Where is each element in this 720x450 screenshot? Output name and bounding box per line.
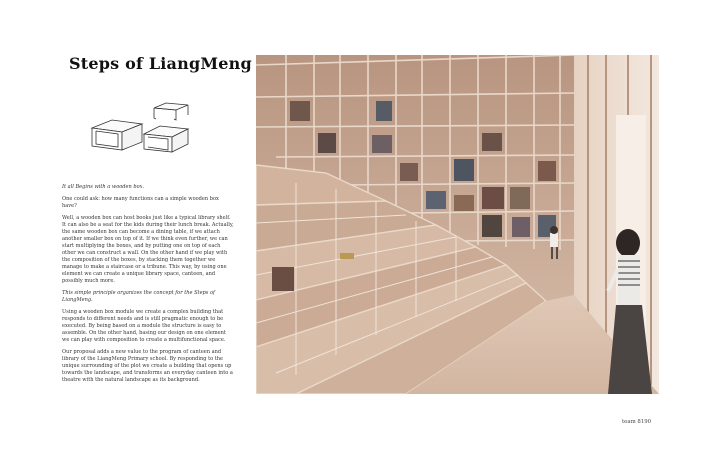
proposal-paragraph: Our proposal adds a new value to the program of canteen and library of the LiangMeng Primary school. By responding to the unique surrounding of the plot we create a building that opens up towards the landscape, and transforms an everyday canteen into a theatre with the natural landscape as its background. [62,349,233,383]
library-interior-render [256,55,659,394]
team-number: team 8190 [622,419,652,425]
module-paragraph: Using a wooden box module we create a complex building that responds to different needs and is still pragmatic enough to be executed. By being based on a module the structure is easy to assemble. On the other hand, basing our design on one element we can play with composition to create a multifunctional space. [62,309,226,343]
wooden-box-paragraph: Well, a wooden box can host books just like a typical library shelf. It can also be a seat for the kids during their lunch break. Actually, the same wooden box can become a dining table, if we attach another smaller box on top of it. If we think even further, we can start multiplying the boxes, and by putting one on top of each other we can construct a wall. On the other hand if we play with the composition of the boxes, by stacking them together we manage to make a staircase or a tribune. This way, by using one element we can create a unique library space, canteen, and possibly much more. [62,215,234,284]
question-paragraph: One could ask: how many functions can a simple wooden box have? [62,196,219,209]
intro-line: It all Begins with a wooden box. [62,184,145,190]
wooden-box-diagram [88,98,198,160]
page-title: Steps of LiangMeng [69,54,252,73]
principle-line: This simple principle organizes the concept for the Steps of LiangMeng. [62,290,215,303]
description-text [62,184,234,389]
